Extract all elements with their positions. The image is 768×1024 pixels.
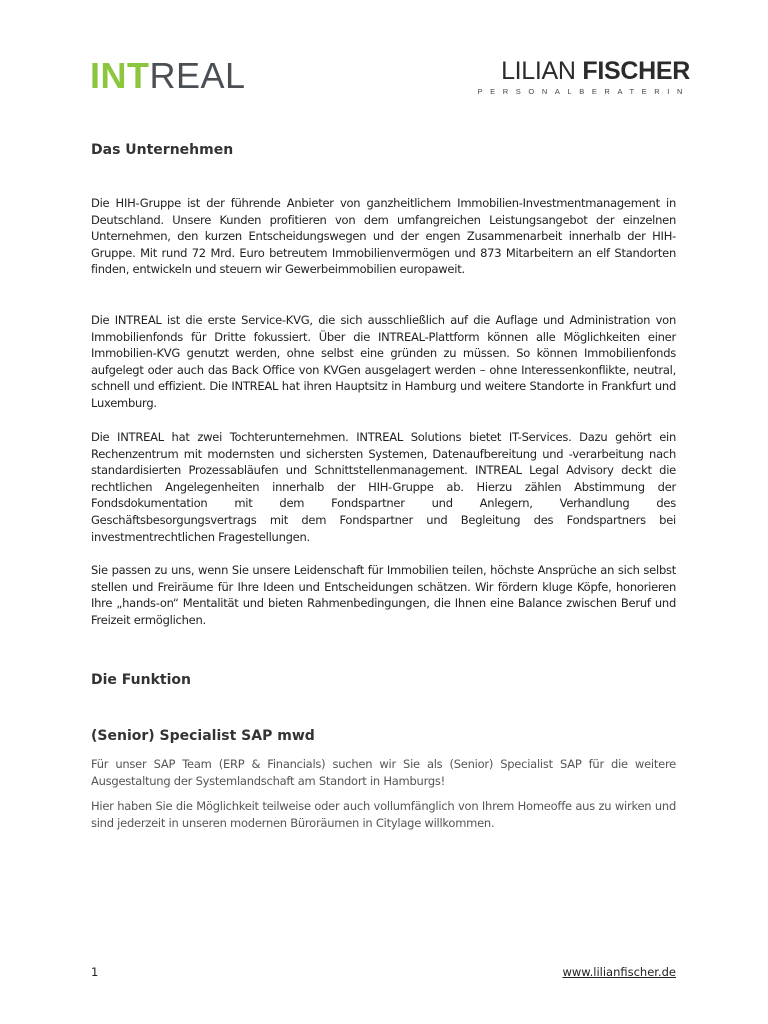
- lilian-fischer-logo-name: [478, 57, 690, 85]
- lilian-fischer-logo: [478, 57, 690, 96]
- intreal-logo: [90, 56, 246, 96]
- company-paragraph-3: Die INTREAL hat zwei Tochterunternehmen. INTREAL Solutions bietet IT-Services. Dazu gehört ein Rechenzentrum mit modernsten und sichersten Systemen, Datenaufbereitung und -verarbeitung nach standardisierten Prozessabläufen und Schnittstellenmanagement. INTREAL Legal Advisory deckt die rechtlichen Angelegenheiten innerhalb der HIH-Gruppe ab. Hierzu zählen Abstimmung der Fondsdokumentation mit dem Fondspartner und Anlegern, Verhandlung des Geschäftsbesorgungsvertrags mit dem Fondspartner und Begleitung des Fondspartners bei investmentrechtlichen Fragestellungen.: [91, 430, 676, 544]
- logo-subtitle: PERSONALBERATERIN: [477, 87, 690, 96]
- company-paragraph-4: Sie passen zu uns, wenn Sie unsere Leidenschaft für Immobilien teilen, höchste Ansprüche an sich selbst stellen und Freiräume für Ihre Ideen und Entscheidungen schätzen. Wir fördern kluge Köpfe, honorieren Ihre „hands-on“ Mentalität und bieten Rahmenbedingungen, die Ihnen eine Balance zwischen Beruf und Freizeit ermöglichen.: [91, 563, 676, 627]
- company-paragraph-1: Die HIH-Gruppe ist der führende Anbieter von ganzheitlichem Immobilien-Investmentmanagement in Deutschland. Unsere Kunden profitieren von dem umfangreichen Leistungsangebot der einzelnen Unternehmen, den kurzen Entscheidungswegen und der engen Zusammenarbeit innerhalb der HIH-Gruppe. Mit rund 72 Mrd. Euro betreutem Immobilienvermögen und 873 Mitarbeitern an elf Standorten finden, entwickeln und steuern wir Gewerbeimmobilien europaweit.: [91, 196, 676, 277]
- intreal-logo-bold: INT: [90, 55, 150, 96]
- function-paragraph-2: Hier haben Sie die Möglichkeit teilweise oder auch vollumfänglich von Ihrem Homeoffe aus zu wirken und sind jederzeit in unseren modernen Büroräumen in Citylage willkommen.: [91, 799, 676, 830]
- job-title: (Senior) Specialist SAP mwd: [91, 728, 315, 744]
- function-paragraph-1: Für unser SAP Team (ERP & Financials) suchen wir Sie als (Senior) Specialist SAP für die weitere Ausgestaltung der Systemlandschaft am Standort in Hamburgs!: [91, 757, 676, 788]
- page-number: 1: [91, 965, 99, 979]
- function-heading: Die Funktion: [91, 672, 191, 688]
- logo-last-name: FISCHER: [582, 57, 690, 85]
- website-link[interactable]: www.lilianfischer.de: [562, 965, 676, 979]
- logo-first-name: LILIAN: [501, 57, 576, 85]
- intreal-logo-light: REAL: [149, 55, 246, 96]
- company-heading: Das Unternehmen: [91, 142, 234, 158]
- company-paragraph-2: Die INTREAL ist die erste Service-KVG, die sich ausschließlich auf die Auflage und Administration von Immobilienfonds für Dritte fokussiert. Über die INTREAL-Plattform können alle Möglichkeiten einer Immobilien-KVG genutzt werden, ohne selbst eine gründen zu müssen. So können Immobilienfonds aufgelegt oder auch das Back Office von KVGen ausgelagert werden – ohne Interessenkonflikte, neutral, schnell und effizient. Die INTREAL hat ihren Hauptsitz in Hamburg und weitere Standorte in Frankfurt und Luxemburg.: [91, 313, 676, 410]
